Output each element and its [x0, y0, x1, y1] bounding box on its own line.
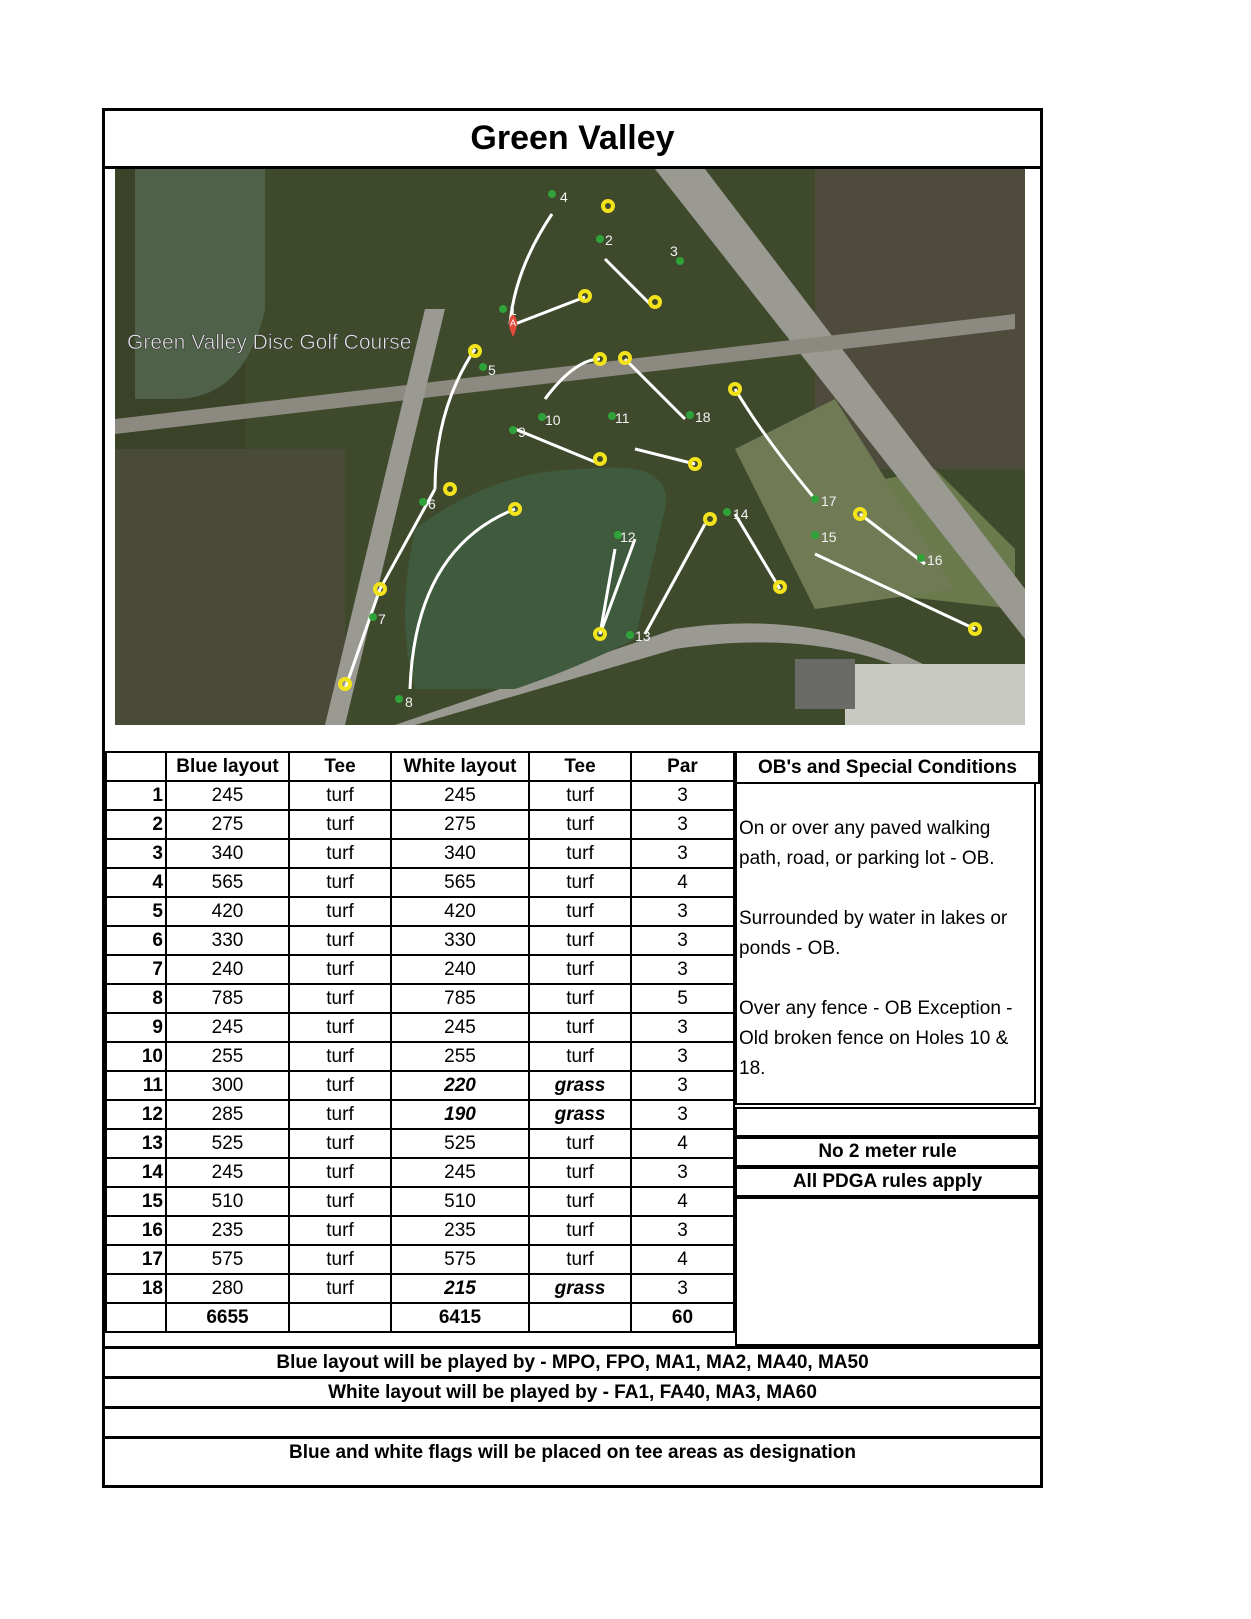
table-cell-white: 245 [391, 1158, 529, 1187]
table-cell-blue: 340 [166, 839, 289, 868]
total-blue: 6655 [166, 1303, 289, 1332]
table-cell-white: 245 [391, 781, 529, 810]
table-cell-hole: 2 [106, 810, 166, 839]
table-cell-tee1: turf [289, 984, 391, 1013]
table-cell-hole: 15 [106, 1187, 166, 1216]
hole-label: 1 [509, 302, 517, 318]
table-cell-par: 4 [631, 1129, 734, 1158]
table-cell-tee1: turf [289, 926, 391, 955]
table-cell-blue: 575 [166, 1245, 289, 1274]
col-header [106, 752, 166, 781]
table-cell-white: 785 [391, 984, 529, 1013]
table-cell-tee2: turf [529, 1129, 631, 1158]
table-cell-white: 190 [391, 1100, 529, 1129]
table-row [106, 1274, 734, 1303]
table-row [106, 810, 734, 839]
table-cell-par: 4 [631, 1245, 734, 1274]
table-cell-tee2: grass [529, 1100, 631, 1129]
footer-blue-line: Blue layout will be played by - MPO, FPO, MA1, MA2, MA40, MA50 [105, 1346, 1040, 1376]
hole-label: 9 [518, 424, 526, 440]
table-cell-tee1: turf [289, 1071, 391, 1100]
hole-label: 2 [605, 232, 613, 248]
table-cell-hole: 1 [106, 781, 166, 810]
table-cell-blue: 275 [166, 810, 289, 839]
hole-label: 8 [405, 694, 413, 710]
footer-blank-line [105, 1406, 1040, 1436]
table-cell-white: 340 [391, 839, 529, 868]
table-cell-hole: 18 [106, 1274, 166, 1303]
table-cell-blue: 245 [166, 781, 289, 810]
condition-text: Over any fence - OB Exception - Old broken fence on Holes 10 & 18. [739, 998, 1013, 1079]
table-cell-white: 245 [391, 1013, 529, 1042]
col-header: Blue layout [166, 752, 289, 781]
table-cell-hole: 12 [106, 1100, 166, 1129]
hole-label: 11 [615, 410, 630, 426]
table-cell-par: 3 [631, 1042, 734, 1071]
table-cell-blue: 510 [166, 1187, 289, 1216]
map-image [115, 169, 1025, 725]
table-row [106, 1245, 734, 1274]
hole-label: 17 [821, 493, 837, 509]
table-cell-white: 275 [391, 810, 529, 839]
table-cell-blue: 245 [166, 1158, 289, 1187]
table-cell-hole: 10 [106, 1042, 166, 1071]
table-cell-par: 3 [631, 810, 734, 839]
table-cell-white: 240 [391, 955, 529, 984]
table-cell-par: 5 [631, 984, 734, 1013]
footer-flags-line: Blue and white flags will be placed on tee areas as designation [105, 1436, 1040, 1466]
table-cell-par: 3 [631, 926, 734, 955]
table-row [106, 1042, 734, 1071]
table-row [106, 1129, 734, 1158]
table-cell-blue: 245 [166, 1013, 289, 1042]
table-row [106, 1013, 734, 1042]
table-cell-tee1: turf [289, 1216, 391, 1245]
table-cell-par: 3 [631, 839, 734, 868]
table-cell-tee1: turf [289, 781, 391, 810]
table-cell-tee2: turf [529, 781, 631, 810]
table-cell-tee2: turf [529, 1158, 631, 1187]
table-cell-tee2: turf [529, 810, 631, 839]
table-cell-hole: 8 [106, 984, 166, 1013]
table-cell-blue: 420 [166, 897, 289, 926]
table-cell-blue: 240 [166, 955, 289, 984]
hole-label: 18 [695, 409, 711, 425]
table-cell-par: 3 [631, 897, 734, 926]
table-cell-hole: 13 [106, 1129, 166, 1158]
table-cell-par: 3 [631, 1158, 734, 1187]
table-cell-tee2: turf [529, 926, 631, 955]
table-cell-tee1: turf [289, 839, 391, 868]
col-header: White layout [391, 752, 529, 781]
table-cell-par: 3 [631, 955, 734, 984]
table-cell-tee1: turf [289, 1042, 391, 1071]
table-cell-hole: 4 [106, 868, 166, 897]
table-cell-white: 525 [391, 1129, 529, 1158]
table-cell-blue: 235 [166, 1216, 289, 1245]
total-empty [106, 1303, 166, 1332]
totals-row [106, 1303, 734, 1332]
table-row [106, 868, 734, 897]
table-cell-blue: 285 [166, 1100, 289, 1129]
hole-label: 6 [428, 496, 436, 512]
table-cell-blue: 785 [166, 984, 289, 1013]
table-row [106, 897, 734, 926]
table-cell-tee1: turf [289, 1245, 391, 1274]
table-cell-white: 510 [391, 1187, 529, 1216]
table-cell-tee1: turf [289, 1013, 391, 1042]
hole-label: 14 [733, 506, 749, 522]
table-row [106, 984, 734, 1013]
table-cell-par: 4 [631, 1187, 734, 1216]
table-cell-blue: 280 [166, 1274, 289, 1303]
rule-no-2-meter: No 2 meter rule [735, 1137, 1040, 1167]
table-cell-tee2: grass [529, 1274, 631, 1303]
table-cell-par: 4 [631, 868, 734, 897]
table-cell-tee2: turf [529, 1245, 631, 1274]
table-cell-hole: 6 [106, 926, 166, 955]
table-cell-blue: 300 [166, 1071, 289, 1100]
total-par: 60 [631, 1303, 734, 1332]
total-empty [529, 1303, 631, 1332]
table-row [106, 1071, 734, 1100]
hole-label: 12 [620, 529, 636, 545]
table-cell-white: 575 [391, 1245, 529, 1274]
table-cell-tee1: turf [289, 1274, 391, 1303]
table-cell-blue: 330 [166, 926, 289, 955]
table-cell-par: 3 [631, 1013, 734, 1042]
table-row [106, 955, 734, 984]
table-cell-white: 235 [391, 1216, 529, 1245]
hole-label: 16 [927, 552, 943, 568]
table-cell-hole: 3 [106, 839, 166, 868]
table-cell-tee2: turf [529, 955, 631, 984]
blank-rule-box [735, 1107, 1040, 1137]
table-cell-hole: 7 [106, 955, 166, 984]
table-cell-par: 3 [631, 1071, 734, 1100]
table-header [106, 752, 734, 781]
table-cell-hole: 14 [106, 1158, 166, 1187]
table-cell-tee1: turf [289, 1100, 391, 1129]
table-row [106, 1100, 734, 1129]
hole-label: 5 [488, 362, 496, 378]
table-cell-par: 3 [631, 1216, 734, 1245]
map-place-label: Green Valley Disc Golf Course [127, 331, 412, 354]
table-cell-tee2: turf [529, 984, 631, 1013]
course-sheet [102, 108, 1043, 1488]
hole-label: 15 [821, 529, 837, 545]
table-cell-tee1: turf [289, 897, 391, 926]
table-cell-tee1: turf [289, 810, 391, 839]
table-cell-tee2: grass [529, 1071, 631, 1100]
conditions-header: OB's and Special Conditions [735, 751, 1040, 784]
table-cell-blue: 565 [166, 868, 289, 897]
table-cell-tee1: turf [289, 955, 391, 984]
table-cell-hole: 11 [106, 1071, 166, 1100]
table-row [106, 1216, 734, 1245]
table-cell-par: 3 [631, 1100, 734, 1129]
table-cell-white: 565 [391, 868, 529, 897]
col-header: Tee [289, 752, 391, 781]
table-cell-tee2: turf [529, 839, 631, 868]
table-cell-tee1: turf [289, 1158, 391, 1187]
table-cell-tee2: turf [529, 1042, 631, 1071]
table-row [106, 1158, 734, 1187]
table-cell-hole: 16 [106, 1216, 166, 1245]
hole-label: 10 [545, 412, 561, 428]
table-cell-tee1: turf [289, 868, 391, 897]
rule-pdga: All PDGA rules apply [735, 1167, 1040, 1197]
table-cell-white: 330 [391, 926, 529, 955]
table-cell-tee1: turf [289, 1187, 391, 1216]
col-header: Tee [529, 752, 631, 781]
table-cell-white: 420 [391, 897, 529, 926]
table-cell-tee2: turf [529, 868, 631, 897]
hole-label: 7 [378, 611, 386, 627]
hole-label: 4 [560, 189, 568, 205]
table-cell-tee2: turf [529, 897, 631, 926]
table-row [106, 839, 734, 868]
table-cell-par: 3 [631, 1274, 734, 1303]
condition-text: Surrounded by water in lakes or ponds - OB. [739, 908, 1008, 959]
table-cell-white: 220 [391, 1071, 529, 1100]
hole-label: 13 [635, 628, 651, 644]
table-cell-hole: 5 [106, 897, 166, 926]
marker-label: A [509, 318, 517, 328]
table-cell-white: 215 [391, 1274, 529, 1303]
hole-table [105, 751, 735, 1333]
hole-label: 3 [670, 243, 678, 259]
conditions-body [735, 782, 1036, 1105]
table-cell-tee2: turf [529, 1187, 631, 1216]
table-cell-white: 255 [391, 1042, 529, 1071]
table-cell-tee2: turf [529, 1013, 631, 1042]
table-row [106, 1187, 734, 1216]
table-cell-hole: 17 [106, 1245, 166, 1274]
table-row [106, 926, 734, 955]
footer-white-line: White layout will be played by - FA1, FA40, MA3, MA60 [105, 1376, 1040, 1406]
page-title: Green Valley [105, 111, 1040, 169]
table-cell-tee1: turf [289, 1129, 391, 1158]
course-map [115, 169, 1025, 725]
table-cell-tee2: turf [529, 1216, 631, 1245]
condition-text: On or over any paved walking path, road, or parking lot - OB. [739, 818, 995, 869]
table-cell-blue: 525 [166, 1129, 289, 1158]
table-row [106, 781, 734, 810]
blank-rule-area [735, 1197, 1040, 1346]
col-header: Par [631, 752, 734, 781]
table-cell-par: 3 [631, 781, 734, 810]
table-cell-hole: 9 [106, 1013, 166, 1042]
total-white: 6415 [391, 1303, 529, 1332]
total-empty [289, 1303, 391, 1332]
table-cell-blue: 255 [166, 1042, 289, 1071]
